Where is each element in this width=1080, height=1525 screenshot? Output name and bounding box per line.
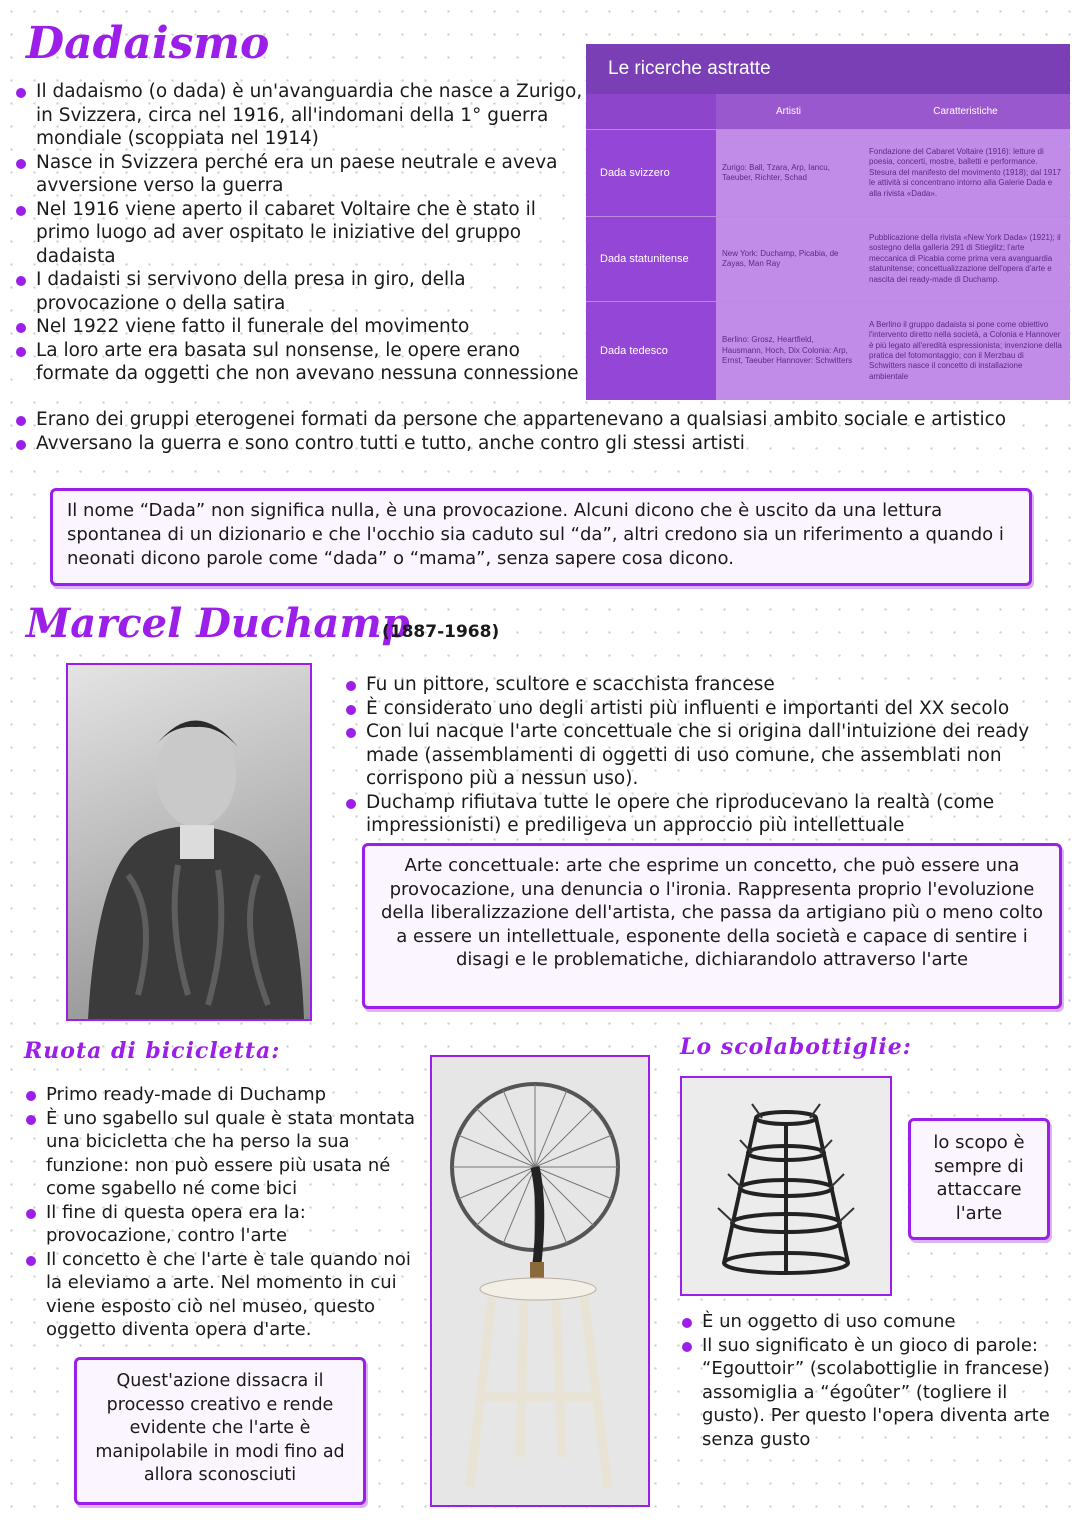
duchamp-note-4: Duchamp rifiutava tutte le opere che riproducevano la realtà (come impressionisti) e prediligeva un approccio più intellettuale: [344, 791, 1059, 838]
arte-concettuale-box: [362, 843, 1062, 1009]
duchamp-note-2: È considerato uno degli artisti più influenti e importanti del XX secolo: [344, 697, 1059, 721]
dada-notes-list: [14, 80, 584, 386]
scola-note-1: È un oggetto di uso comune: [680, 1310, 1050, 1334]
table-cell-artists: New York: Duchamp, Picabia, de Zayas, Man Ray: [716, 217, 861, 301]
dada-note-8: Avversano la guerra e sono contro tutti e tutto, anche contro gli stessi artisti: [14, 432, 1014, 456]
scopo-box-text: lo scopo è sempre di attaccare l'arte: [933, 1132, 1025, 1224]
dada-name-text: Il nome “Dada” non significa nulla, è una provocazione. Alcuni dicono che è uscito da una lettura spontanea di un dizionario e che l'occhio sia caduto sul “da”, altri credono sia un riferimento a quando i neonati dicono parole come “dada” o “mama”, senza sapere cosa dicono.: [67, 500, 1004, 569]
table-header-artists: Artisti: [776, 106, 801, 117]
dada-note-6: La loro arte era basata sul nonsense, le opere erano formate da oggetti che non avevano nessuna connessione: [14, 339, 584, 386]
table-row: [586, 129, 1070, 216]
dada-note-3: Nel 1916 viene aperto il cabaret Voltaire che è stato il primo luogo ad aver ospitato le iniziative del gruppo dadaista: [14, 198, 584, 269]
ruota-note-1: Primo ready-made di Duchamp: [24, 1083, 424, 1107]
table-cell-movement: Dada svizzero: [586, 130, 716, 216]
table-cell-movement: Dada tedesco: [586, 302, 716, 400]
dada-note-2: Nasce in Svizzera perché era un paese neutrale e aveva avversione verso la guerra: [14, 151, 584, 198]
table-header: [586, 94, 1070, 129]
table-cell-movement: Dada statunitense: [586, 217, 716, 301]
avant-garde-table: [586, 44, 1070, 399]
table-cell-features: Pubblicazione della rivista «New York Dada» (1921); il sostegno della galleria 291 di Stieglitz; l'arte meccanica di Picabia come prima vera avanguardia statunitense; concettualizzazione dell'opera d'arte e nascita dei ready-made di Duchamp.: [861, 217, 1070, 301]
duchamp-title: Marcel Duchamp: [26, 600, 410, 647]
table-cell-features: Fondazione del Cabaret Voltaire (1916): letture di poesia, concerti, mostre, balletti e performance. Stesura del manifesto del movimento (1918); dal 1917 le attività si concentrano intorno alla Galerie Dada e alla rivista «Dada».: [861, 130, 1070, 216]
table-cell-artists: Zurigo: Ball, Tzara, Arp, Iancu, Taeuber, Richter, Schad: [716, 130, 861, 216]
duchamp-portrait: [66, 663, 312, 1021]
bottle-rack-drawing: [682, 1078, 890, 1294]
table-row: [586, 216, 1070, 301]
duchamp-years: (1887-1968): [382, 622, 500, 642]
scopo-box: [908, 1118, 1050, 1240]
ruota-note-3: Il fine di questa opera era la: provocazione, contro l'arte: [24, 1201, 424, 1248]
dada-note-1: Il dadaismo (o dada) è un'avanguardia che nasce a Zurigo, in Svizzera, circa nel 1916, all'indomani della 1° guerra mondiale (scoppiata nel 1914): [14, 80, 584, 151]
ruota-title: Ruota di bicicletta:: [24, 1038, 281, 1064]
duchamp-note-1: Fu un pittore, scultore e scacchista francese: [344, 673, 1059, 697]
ruota-box-text: Quest'azione dissacra il processo creativo e rende evidente che l'arte è manipolabile in modi fino ad allora sconosciuti: [95, 1371, 345, 1485]
ruota-notes-list: [24, 1083, 424, 1342]
bicycle-wheel-image: [430, 1055, 650, 1507]
arte-concettuale-text: Arte concettuale: arte che esprime un concetto, che può essere una provocazione, una denuncia o l'ironia. Rappresenta proprio l'evoluzione della liberalizzazione dell'artista, che passa da artigiano più o meno colto a essere un intellettuale, esponente della società e capace di sentire i disagi e le problematiche, dichiarandolo attraverso l'arte: [381, 855, 1043, 970]
table-cell-features: A Berlino il gruppo dadaista si pone come obiettivo l'intervento diretto nella società, a Colonia e Hannover è più legato all'eredità espressionista; invenzione della pratica del fotomontaggio; con il Merzbau di Schwitters nasce il concetto di installazione ambientale: [861, 302, 1070, 400]
table-cell-artists: Berlino: Grosz, Heartfield, Hausmann, Hoch, Dix Colonia: Arp, Ernst, Taeuber Hannover: Schwitters: [716, 302, 861, 400]
ruota-note-2: È uno sgabello sul quale è stata montata una bicicletta che ha perso la sua funzione: non può essere più usata né come sgabello né come bici: [24, 1107, 424, 1201]
dada-note-7: Erano dei gruppi eterogenei formati da persone che appartenevano a qualsiasi ambito sociale e artistico: [14, 408, 1014, 432]
portrait-figure: [68, 665, 310, 1019]
dada-note-5: Nel 1922 viene fatto il funerale del movimento: [14, 315, 584, 339]
scolabottiglie-title: Lo scolabottiglie:: [680, 1034, 912, 1060]
table-row: [586, 301, 1070, 400]
dada-name-box: [50, 488, 1032, 586]
scolabottiglie-notes-list: [680, 1310, 1050, 1451]
page-title: Dadaismo: [26, 18, 270, 69]
scola-note-2: Il suo significato è un gioco di parole: “Egouttoir” (scolabottiglie in francese) assomiglia a “égoûter” (togliere il gusto). Per questo l'opera diventa arte senza gusto: [680, 1334, 1050, 1452]
dada-note-4: I dadaisti si servivono della presa in giro, della provocazione o della satira: [14, 268, 584, 315]
table-header-features: Caratteristiche: [933, 106, 998, 117]
table-title: Le ricerche astratte: [586, 44, 1070, 94]
duchamp-note-3: Con lui nacque l'arte concettuale che si origina dall'intuizione dei ready made (assemblamenti di oggetti di uso comune, che assemblati non corrispono più a nessun uso).: [344, 720, 1059, 791]
bicycle-wheel-drawing: [432, 1057, 648, 1505]
duchamp-notes-list: [344, 673, 1059, 838]
ruota-note-4: Il concetto è che l'arte è tale quando noi la eleviamo a arte. Nel momento in cui viene esposto ciò nel museo, questo oggetto diventa opera d'arte.: [24, 1248, 424, 1342]
ruota-box: [74, 1357, 366, 1505]
table-header-empty: [586, 94, 716, 129]
bottle-rack-image: [680, 1076, 892, 1296]
dada-notes-list-2: [14, 408, 1014, 455]
